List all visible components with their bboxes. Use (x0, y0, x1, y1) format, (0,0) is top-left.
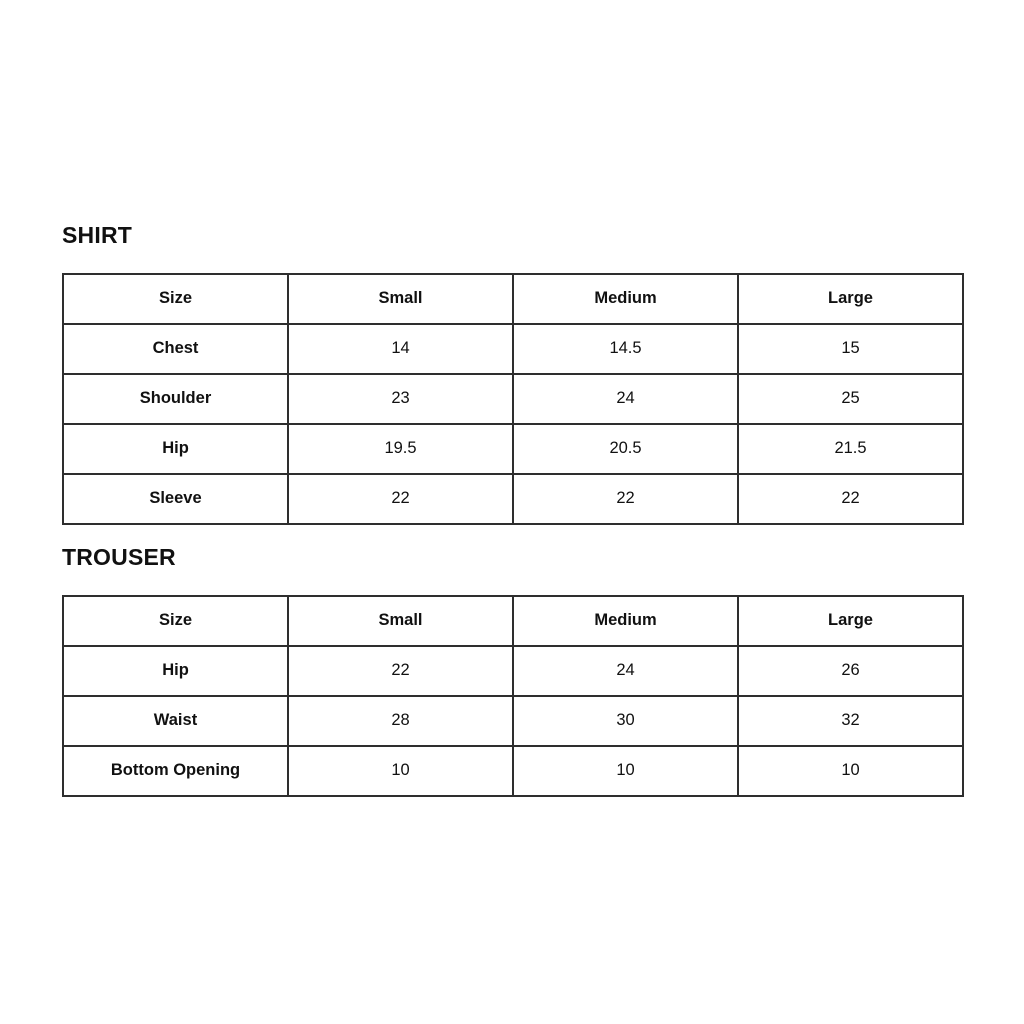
row-label: Waist (63, 696, 288, 746)
column-header-small: Small (288, 596, 513, 646)
row-label: Shoulder (63, 374, 288, 424)
cell-large: 21.5 (738, 424, 963, 474)
cell-large: 26 (738, 646, 963, 696)
cell-small: 28 (288, 696, 513, 746)
row-label: Sleeve (63, 474, 288, 524)
cell-large: 10 (738, 746, 963, 796)
row-label: Chest (63, 324, 288, 374)
cell-small: 10 (288, 746, 513, 796)
trouser-section-title: TROUSER (62, 544, 176, 570)
shirt-section-title: SHIRT (62, 222, 132, 248)
table-row (63, 424, 963, 474)
cell-large: 32 (738, 696, 963, 746)
cell-medium: 20.5 (513, 424, 738, 474)
cell-medium: 24 (513, 646, 738, 696)
table-row (63, 474, 963, 524)
cell-small: 19.5 (288, 424, 513, 474)
column-header-size: Size (63, 596, 288, 646)
cell-large: 25 (738, 374, 963, 424)
cell-small: 22 (288, 646, 513, 696)
cell-medium: 30 (513, 696, 738, 746)
cell-small: 14 (288, 324, 513, 374)
cell-medium: 24 (513, 374, 738, 424)
trouser-section (62, 546, 962, 797)
cell-small: 23 (288, 374, 513, 424)
table-row (63, 746, 963, 796)
column-header-medium: Medium (513, 274, 738, 324)
column-header-large: Large (738, 274, 963, 324)
column-header-large: Large (738, 596, 963, 646)
row-label: Hip (63, 424, 288, 474)
column-header-medium: Medium (513, 596, 738, 646)
cell-small: 22 (288, 474, 513, 524)
row-label: Hip (63, 646, 288, 696)
cell-large: 22 (738, 474, 963, 524)
table-header-row (63, 274, 963, 324)
trouser-size-table (62, 595, 964, 797)
column-header-size: Size (63, 274, 288, 324)
row-label: Bottom Opening (63, 746, 288, 796)
table-header-row (63, 596, 963, 646)
table-row (63, 646, 963, 696)
table-row (63, 696, 963, 746)
table-row (63, 324, 963, 374)
column-header-small: Small (288, 274, 513, 324)
cell-medium: 10 (513, 746, 738, 796)
cell-large: 15 (738, 324, 963, 374)
table-row (63, 374, 963, 424)
shirt-section (62, 224, 962, 525)
cell-medium: 22 (513, 474, 738, 524)
cell-medium: 14.5 (513, 324, 738, 374)
shirt-size-table (62, 273, 964, 525)
